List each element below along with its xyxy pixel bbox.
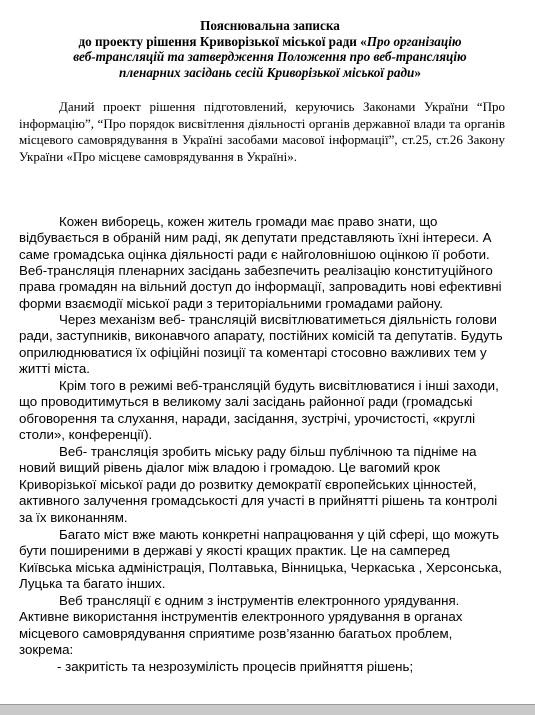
paragraph-right-to-know: Кожен виборець, кожен житель громади має право знати, що відбувається в обраній ним раді, як депутати представляють їхні інтереси. А саме громадська оцінка діяльності ради є найголовнішою оцінкою її роботи. [19, 214, 492, 262]
title-line-2-prefix: до проекту рішення Криворізької міської ради « [78, 33, 367, 49]
paragraph-e-government: Веб трансляції є одним з інструментів електронного урядування. Активне використання інструментів електронного урядування в органах місцевого самоврядування сприятиме розв’язанню багатьох проблем, зокрема: [19, 593, 463, 658]
title-line-2-italic: Про організацію [366, 33, 462, 49]
paragraph-legal-basis: Даний проект рішення підготовлений, керуючись Законами України “Про інформацію”, “Про порядок висвітлення діяльності органів державної влади та органів місцевого самоврядування в Україні засобами масової інформації”, ст.25, ст.26 Закону України «Про місцеве самоврядування в Україні». [19, 99, 505, 164]
paragraph-other-events: Крім того в режимі веб-трансляцій будуть висвітлюватися і інші заходи, що проводитимуться в великому залі засідань районної ради (громадські обговорення та слухання, наради, засідання, зустрічі, урочистості, «круглі столи», конференції). [19, 378, 499, 443]
document-title [20, 18, 520, 80]
paragraph-mechanism: Через механізм веб- трансляцій висвітлюватиметься діяльність голови ради, заступників, виконавчого апарату, постійних комісій та депутатів. Будуть оприлюднюватися їх офіційні позиції та коментарі стосовно важливих тем у житті міста. [19, 312, 503, 377]
viewer-bottom-bar [0, 704, 535, 715]
title-line-3: веб-трансляцій та затвердження Положення про веб-трансляцію [73, 49, 467, 65]
title-line-4 [20, 65, 520, 81]
title-line-1: Пояснювальна записка [200, 18, 340, 33]
paragraph-other-cities: Багато міст вже мають конкретні напрацювання у цій сфері, що можуть бути поширеними в державі у якості кращих практик. Це на самперед Київська міська адміністрація, Полтавька, Вінницька, Черкаська , Херсонська, Луцька та багато інших. [19, 527, 502, 592]
title-line-4-text: пленарних засідань сесій Криворізької міської ради [119, 64, 415, 80]
list-item-closed-processes: - закритість та незрозумілість процесів прийняття рішень; [57, 659, 414, 674]
title-line-2 [20, 34, 520, 50]
paragraph-web-broadcast-benefit: Веб-трансляція пленарних засідань забезпечить реалізацію конституційного права громадян на вільний доступ до інформації, запровадить нові ефективні форми взаємодії міської ради з територіальними громадами району. [19, 263, 502, 311]
paragraph-publicity: Веб- трансляція зробить міську раду більш публічною та підніме на новий вищий рівень діалог між владою і громадою. Це вагомий крок Криворізької міської ради до розвитку демократії європейських цінностей, активного залучення громадськості для участі в прийнятті рішень та контролі за їх виконанням. [19, 444, 498, 525]
title-line-4-suffix: » [414, 64, 421, 80]
